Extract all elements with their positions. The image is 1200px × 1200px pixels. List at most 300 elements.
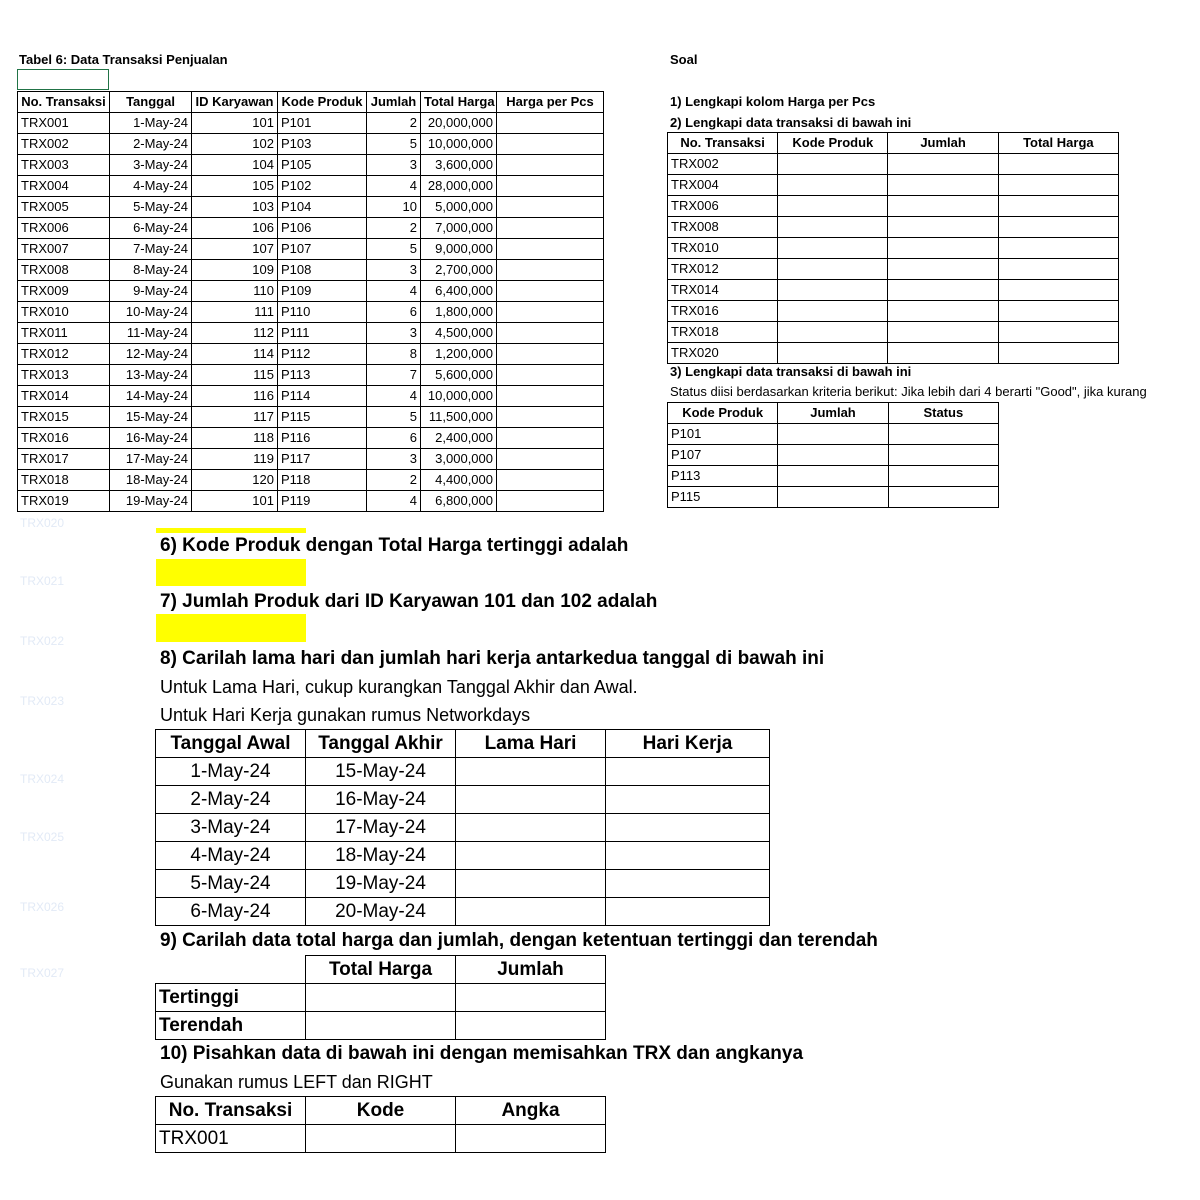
- table-cell[interactable]: TRX008: [18, 260, 110, 281]
- table-cell[interactable]: 4: [367, 386, 421, 407]
- q9-table-wrap: [155, 955, 606, 1040]
- empty-answer-cell[interactable]: [888, 259, 998, 280]
- empty-answer-cell[interactable]: [778, 196, 888, 217]
- empty-answer-cell[interactable]: [888, 175, 998, 196]
- empty-answer-cell[interactable]: [888, 322, 998, 343]
- empty-answer-cell[interactable]: [606, 870, 770, 898]
- q10-note: Gunakan rumus LEFT dan RIGHT: [160, 1072, 433, 1092]
- table-cell[interactable]: 2,700,000: [421, 260, 497, 281]
- table-row: [18, 176, 604, 197]
- table-cell[interactable]: 28,000,000: [421, 176, 497, 197]
- table-cell[interactable]: TRX005: [18, 197, 110, 218]
- table-cell[interactable]: 4: [367, 176, 421, 197]
- q3-table-header[interactable]: Jumlah: [778, 403, 888, 424]
- table-cell[interactable]: [497, 302, 604, 323]
- data-table-header[interactable]: Total Harga: [421, 92, 497, 113]
- table-cell[interactable]: P103: [278, 134, 367, 155]
- table-cell[interactable]: [497, 239, 604, 260]
- table-cell[interactable]: 6: [367, 302, 421, 323]
- empty-answer-cell[interactable]: [456, 786, 606, 814]
- table-cell[interactable]: 2: [367, 113, 421, 134]
- table-cell[interactable]: 10,000,000: [421, 134, 497, 155]
- table-cell[interactable]: [497, 470, 604, 491]
- table-cell[interactable]: P102: [278, 176, 367, 197]
- table-cell[interactable]: 3: [367, 449, 421, 470]
- table-cell[interactable]: [497, 344, 604, 365]
- date-cell[interactable]: 16-May-24: [306, 786, 456, 814]
- table-cell[interactable]: TRX016: [18, 428, 110, 449]
- q9-table-header[interactable]: [156, 956, 306, 984]
- table-cell[interactable]: P111: [278, 323, 367, 344]
- data-table-header[interactable]: Tanggal: [110, 92, 192, 113]
- q2-table-header[interactable]: Jumlah: [888, 133, 998, 154]
- empty-answer-cell[interactable]: [998, 238, 1118, 259]
- table-cell[interactable]: 1,800,000: [421, 302, 497, 323]
- empty-answer-cell[interactable]: [456, 984, 606, 1012]
- table-cell[interactable]: 4: [367, 281, 421, 302]
- table-row: [156, 814, 770, 842]
- table-cell[interactable]: 5: [367, 407, 421, 428]
- table-cell[interactable]: 17-May-24: [110, 449, 192, 470]
- data-table-title: Tabel 6: Data Transaksi Penjualan: [19, 52, 228, 67]
- table-cell[interactable]: 3: [367, 260, 421, 281]
- empty-answer-cell[interactable]: [888, 301, 998, 322]
- table-cell[interactable]: [497, 491, 604, 512]
- table-cell[interactable]: 10,000,000: [421, 386, 497, 407]
- table-cell[interactable]: [497, 134, 604, 155]
- table-cell[interactable]: 6: [367, 428, 421, 449]
- date-cell[interactable]: 20-May-24: [306, 898, 456, 926]
- table-cell[interactable]: [497, 407, 604, 428]
- table-cell[interactable]: [497, 218, 604, 239]
- q3-text: 3) Lengkapi data transaksi di bawah ini: [670, 364, 912, 379]
- empty-answer-cell[interactable]: [998, 154, 1118, 175]
- table-cell[interactable]: P116: [278, 428, 367, 449]
- empty-answer-cell[interactable]: [888, 343, 998, 364]
- table-cell[interactable]: 105: [192, 176, 278, 197]
- empty-answer-cell[interactable]: [456, 758, 606, 786]
- table-cell[interactable]: TRX014: [18, 386, 110, 407]
- q10-table: [155, 1096, 606, 1153]
- table-cell[interactable]: 3-May-24: [110, 155, 192, 176]
- table-cell[interactable]: TRX007: [18, 239, 110, 260]
- empty-answer-cell[interactable]: [998, 322, 1118, 343]
- empty-answer-cell[interactable]: [778, 322, 888, 343]
- table-cell[interactable]: 104: [192, 155, 278, 176]
- answer-cell-q6[interactable]: [156, 559, 306, 586]
- table-row: [156, 1125, 606, 1153]
- empty-answer-cell[interactable]: [606, 842, 770, 870]
- table-row: [18, 449, 604, 470]
- table-cell[interactable]: 106: [192, 218, 278, 239]
- table-cell[interactable]: 3,000,000: [421, 449, 497, 470]
- date-cell[interactable]: 4-May-24: [156, 842, 306, 870]
- q8-note-lama-hari: Untuk Lama Hari, cukup kurangkan Tanggal Akhir dan Awal.: [160, 677, 638, 697]
- empty-answer-cell[interactable]: [998, 301, 1118, 322]
- empty-answer-cell[interactable]: [888, 196, 998, 217]
- empty-answer-cell[interactable]: [888, 280, 998, 301]
- empty-answer-cell[interactable]: [778, 466, 888, 487]
- empty-answer-cell[interactable]: [778, 301, 888, 322]
- q9-table: [155, 955, 606, 1040]
- table-row: [18, 386, 604, 407]
- table-row: [18, 218, 604, 239]
- q2-table-header[interactable]: Kode Produk: [778, 133, 888, 154]
- table-row: [668, 301, 1119, 322]
- q3-table-header[interactable]: Status: [888, 403, 998, 424]
- empty-answer-cell[interactable]: [998, 280, 1118, 301]
- empty-answer-cell[interactable]: [778, 445, 888, 466]
- table-cell[interactable]: TRX011: [18, 323, 110, 344]
- table-cell[interactable]: 16-May-24: [110, 428, 192, 449]
- table-cell[interactable]: [497, 365, 604, 386]
- table-cell[interactable]: TRX010: [668, 238, 778, 259]
- q3-note: Status diisi berdasarkan kriteria berikut: Jika lebih dari 4 berarti "Good", jika kurang: [670, 384, 1147, 399]
- table-cell[interactable]: 18-May-24: [110, 470, 192, 491]
- table-row: [156, 758, 770, 786]
- table-cell[interactable]: TRX017: [18, 449, 110, 470]
- table-cell[interactable]: 4,500,000: [421, 323, 497, 344]
- date-cell[interactable]: 19-May-24: [306, 870, 456, 898]
- q2-table-wrap: [667, 132, 1119, 364]
- date-cell[interactable]: 1-May-24: [156, 758, 306, 786]
- date-cell[interactable]: 6-May-24: [156, 898, 306, 926]
- table-cell[interactable]: 20,000,000: [421, 113, 497, 134]
- table-cell[interactable]: TRX020: [668, 343, 778, 364]
- table-cell[interactable]: 5,000,000: [421, 197, 497, 218]
- table-cell[interactable]: P115: [668, 487, 778, 508]
- empty-answer-cell[interactable]: [606, 814, 770, 842]
- q7-text: 7) Jumlah Produk dari ID Karyawan 101 dan 102 adalah: [160, 591, 658, 612]
- empty-answer-cell[interactable]: [778, 343, 888, 364]
- table-row: [156, 842, 770, 870]
- table-cell[interactable]: 4-May-24: [110, 176, 192, 197]
- data-table-viewport: [17, 91, 607, 508]
- table-cell[interactable]: 101: [192, 113, 278, 134]
- table-cell[interactable]: [497, 155, 604, 176]
- table-cell[interactable]: [497, 323, 604, 344]
- table-cell[interactable]: 5: [367, 134, 421, 155]
- row-label[interactable]: Terendah: [156, 1012, 306, 1040]
- table-row: [156, 1012, 606, 1040]
- data-table-header[interactable]: Kode Produk: [278, 92, 367, 113]
- empty-answer-cell[interactable]: [778, 424, 888, 445]
- table-cell[interactable]: 8: [367, 344, 421, 365]
- q8-table-header[interactable]: Tanggal Awal: [156, 730, 306, 758]
- empty-answer-cell[interactable]: [998, 217, 1118, 238]
- highlight-cell: [156, 528, 306, 533]
- table-cell[interactable]: TRX006: [668, 196, 778, 217]
- table-cell[interactable]: P112: [278, 344, 367, 365]
- table-cell[interactable]: TRX012: [668, 259, 778, 280]
- q10-table-header[interactable]: Angka: [456, 1097, 606, 1125]
- q8-table-header[interactable]: Lama Hari: [456, 730, 606, 758]
- q9-table-header[interactable]: Total Harga: [306, 956, 456, 984]
- table-cell[interactable]: TRX004: [668, 175, 778, 196]
- table-cell[interactable]: TRX014: [668, 280, 778, 301]
- table-row: [156, 870, 770, 898]
- table-cell[interactable]: TRX016: [668, 301, 778, 322]
- q10-table-header[interactable]: No. Transaksi: [156, 1097, 306, 1125]
- table-cell[interactable]: P119: [278, 491, 367, 512]
- table-row: [18, 134, 604, 155]
- answer-cell-q7[interactable]: [156, 614, 306, 642]
- table-cell[interactable]: TRX002: [18, 134, 110, 155]
- empty-answer-cell[interactable]: [888, 445, 998, 466]
- table-cell[interactable]: P115: [278, 407, 367, 428]
- empty-answer-cell[interactable]: [778, 238, 888, 259]
- table-cell[interactable]: P101: [668, 424, 778, 445]
- row-label[interactable]: Tertinggi: [156, 984, 306, 1012]
- empty-answer-cell[interactable]: [306, 1012, 456, 1040]
- table-cell[interactable]: 7,000,000: [421, 218, 497, 239]
- q3-table-viewport: [667, 402, 1002, 504]
- table-cell[interactable]: 117: [192, 407, 278, 428]
- table-cell[interactable]: 14-May-24: [110, 386, 192, 407]
- table-row: [668, 175, 1119, 196]
- empty-answer-cell[interactable]: [998, 259, 1118, 280]
- table-cell[interactable]: 1,200,000: [421, 344, 497, 365]
- table-cell[interactable]: 5-May-24: [110, 197, 192, 218]
- table-cell[interactable]: 9-May-24: [110, 281, 192, 302]
- empty-answer-cell[interactable]: [998, 196, 1118, 217]
- date-cell[interactable]: 17-May-24: [306, 814, 456, 842]
- empty-answer-cell[interactable]: [456, 898, 606, 926]
- table-cell[interactable]: 19-May-24: [110, 491, 192, 512]
- table-row: [668, 238, 1119, 259]
- table-cell[interactable]: [497, 428, 604, 449]
- table-cell[interactable]: P117: [278, 449, 367, 470]
- data-table-header[interactable]: ID Karyawan: [192, 92, 278, 113]
- table-cell[interactable]: TRX018: [18, 470, 110, 491]
- empty-answer-cell[interactable]: [888, 154, 998, 175]
- table-cell[interactable]: 111: [192, 302, 278, 323]
- empty-answer-cell[interactable]: [456, 870, 606, 898]
- table-cell[interactable]: TRX002: [668, 154, 778, 175]
- table-cell[interactable]: 2: [367, 470, 421, 491]
- empty-answer-cell[interactable]: [778, 487, 888, 508]
- q2-table-header[interactable]: Total Harga: [998, 133, 1118, 154]
- table-cell[interactable]: 8-May-24: [110, 260, 192, 281]
- table-cell[interactable]: TRX009: [18, 281, 110, 302]
- table-cell[interactable]: 119: [192, 449, 278, 470]
- empty-answer-cell[interactable]: [456, 1012, 606, 1040]
- table-cell[interactable]: 6,800,000: [421, 491, 497, 512]
- table-cell[interactable]: P118: [278, 470, 367, 491]
- table-cell[interactable]: 115: [192, 365, 278, 386]
- table-cell[interactable]: [497, 281, 604, 302]
- table-cell[interactable]: 12-May-24: [110, 344, 192, 365]
- table-cell[interactable]: 6,400,000: [421, 281, 497, 302]
- table-cell[interactable]: 110: [192, 281, 278, 302]
- selected-cell[interactable]: [17, 69, 109, 90]
- table-row: [18, 239, 604, 260]
- table-row: [18, 113, 604, 134]
- empty-answer-cell[interactable]: [456, 1125, 606, 1153]
- data-table-header[interactable]: No. Transaksi: [18, 92, 110, 113]
- table-cell[interactable]: 118: [192, 428, 278, 449]
- table-cell[interactable]: 2,400,000: [421, 428, 497, 449]
- table-cell[interactable]: P104: [278, 197, 367, 218]
- table-cell[interactable]: 107: [192, 239, 278, 260]
- table-row: [668, 343, 1119, 364]
- table-cell[interactable]: TRX018: [668, 322, 778, 343]
- table-row: [668, 424, 999, 445]
- empty-answer-cell[interactable]: [606, 898, 770, 926]
- table-cell[interactable]: TRX003: [18, 155, 110, 176]
- table-cell[interactable]: 3: [367, 155, 421, 176]
- table-row: [18, 491, 604, 512]
- table-cell[interactable]: TRX004: [18, 176, 110, 197]
- table-cell[interactable]: 102: [192, 134, 278, 155]
- empty-answer-cell[interactable]: [778, 259, 888, 280]
- table-cell[interactable]: 11-May-24: [110, 323, 192, 344]
- table-cell[interactable]: 7-May-24: [110, 239, 192, 260]
- empty-answer-cell[interactable]: [306, 1125, 456, 1153]
- q8-table-header[interactable]: Tanggal Akhir: [306, 730, 456, 758]
- table-cell[interactable]: P110: [278, 302, 367, 323]
- table-cell[interactable]: 10: [367, 197, 421, 218]
- table-cell[interactable]: TRX001: [18, 113, 110, 134]
- empty-answer-cell[interactable]: [778, 154, 888, 175]
- empty-answer-cell[interactable]: [888, 424, 998, 445]
- table-cell[interactable]: 2: [367, 218, 421, 239]
- empty-answer-cell[interactable]: [888, 217, 998, 238]
- table-row: [668, 259, 1119, 280]
- table-cell[interactable]: 114: [192, 344, 278, 365]
- empty-answer-cell[interactable]: [778, 175, 888, 196]
- table-row: [668, 322, 1119, 343]
- table-row: [18, 260, 604, 281]
- table-cell[interactable]: 112: [192, 323, 278, 344]
- table-row: [18, 323, 604, 344]
- table-cell[interactable]: 1-May-24: [110, 113, 192, 134]
- table-cell[interactable]: [497, 449, 604, 470]
- empty-answer-cell[interactable]: [306, 984, 456, 1012]
- data-table-header[interactable]: Jumlah: [367, 92, 421, 113]
- empty-answer-cell[interactable]: [456, 842, 606, 870]
- table-cell[interactable]: P109: [278, 281, 367, 302]
- table-cell[interactable]: 13-May-24: [110, 365, 192, 386]
- table-cell[interactable]: TRX012: [18, 344, 110, 365]
- table-row: [156, 786, 770, 814]
- table-row: [668, 217, 1119, 238]
- table-row: [18, 155, 604, 176]
- table-cell[interactable]: 5: [367, 239, 421, 260]
- table-cell[interactable]: P105: [278, 155, 367, 176]
- date-cell[interactable]: 15-May-24: [306, 758, 456, 786]
- table-cell[interactable]: TRX019: [18, 491, 110, 512]
- empty-answer-cell[interactable]: [998, 343, 1118, 364]
- table-cell[interactable]: 101: [192, 491, 278, 512]
- table-cell[interactable]: P113: [668, 466, 778, 487]
- table-row: [18, 407, 604, 428]
- table-cell[interactable]: 103: [192, 197, 278, 218]
- table-cell[interactable]: 7: [367, 365, 421, 386]
- table-cell[interactable]: P101: [278, 113, 367, 134]
- q2-text: 2) Lengkapi data transaksi di bawah ini: [670, 115, 912, 130]
- table-cell[interactable]: P113: [278, 365, 367, 386]
- table-cell[interactable]: 3: [367, 323, 421, 344]
- q8-text: 8) Carilah lama hari dan jumlah hari kerja antarkedua tanggal di bawah ini: [160, 648, 825, 669]
- table-row: [668, 466, 999, 487]
- table-row: [18, 344, 604, 365]
- q2-table-header[interactable]: No. Transaksi: [668, 133, 778, 154]
- table-cell[interactable]: [497, 260, 604, 281]
- table-cell[interactable]: 4,400,000: [421, 470, 497, 491]
- table-cell[interactable]: 6-May-24: [110, 218, 192, 239]
- data-table-header[interactable]: Harga per Pcs: [497, 92, 604, 113]
- date-cell[interactable]: 3-May-24: [156, 814, 306, 842]
- date-cell[interactable]: 5-May-24: [156, 870, 306, 898]
- empty-answer-cell[interactable]: [998, 175, 1118, 196]
- q8-table-wrap: [155, 729, 770, 926]
- q8-table-header[interactable]: Hari Kerja: [606, 730, 770, 758]
- table-cell[interactable]: 5,600,000: [421, 365, 497, 386]
- table-cell[interactable]: [497, 176, 604, 197]
- date-cell[interactable]: 2-May-24: [156, 786, 306, 814]
- table-cell[interactable]: TRX010: [18, 302, 110, 323]
- q3-table-header[interactable]: Kode Produk: [668, 403, 778, 424]
- table-cell[interactable]: P114: [278, 386, 367, 407]
- table-cell[interactable]: 109: [192, 260, 278, 281]
- table-cell[interactable]: 4: [367, 491, 421, 512]
- table-row: [18, 470, 604, 491]
- table-cell[interactable]: P107: [668, 445, 778, 466]
- table-row: [668, 280, 1119, 301]
- q10-table-header[interactable]: Kode: [306, 1097, 456, 1125]
- table-cell[interactable]: 9,000,000: [421, 239, 497, 260]
- table-cell[interactable]: 120: [192, 470, 278, 491]
- table-cell[interactable]: 3,600,000: [421, 155, 497, 176]
- table-cell[interactable]: 10-May-24: [110, 302, 192, 323]
- table-cell[interactable]: TRX006: [18, 218, 110, 239]
- table-cell[interactable]: 15-May-24: [110, 407, 192, 428]
- q9-text: 9) Carilah data total harga dan jumlah, dengan ketentuan tertinggi dan terendah: [160, 930, 878, 951]
- empty-answer-cell[interactable]: [888, 487, 998, 508]
- q9-table-header[interactable]: Jumlah: [456, 956, 606, 984]
- table-cell[interactable]: 2-May-24: [110, 134, 192, 155]
- table-cell[interactable]: TRX013: [18, 365, 110, 386]
- table-cell[interactable]: TRX015: [18, 407, 110, 428]
- table-cell[interactable]: TRX001: [156, 1125, 306, 1153]
- table-cell[interactable]: P108: [278, 260, 367, 281]
- empty-answer-cell[interactable]: [606, 758, 770, 786]
- table-row: [18, 302, 604, 323]
- empty-answer-cell[interactable]: [888, 238, 998, 259]
- q2-table: [667, 132, 1119, 364]
- soal-title: Soal: [670, 52, 698, 67]
- table-cell[interactable]: 116: [192, 386, 278, 407]
- empty-answer-cell[interactable]: [606, 786, 770, 814]
- table-cell[interactable]: 11,500,000: [421, 407, 497, 428]
- table-cell[interactable]: [497, 113, 604, 134]
- table-cell[interactable]: TRX008: [668, 217, 778, 238]
- table-cell[interactable]: [497, 386, 604, 407]
- table-row: [18, 428, 604, 449]
- empty-answer-cell[interactable]: [778, 280, 888, 301]
- table-cell[interactable]: P106: [278, 218, 367, 239]
- table-row: [668, 487, 999, 508]
- table-row: [18, 365, 604, 386]
- date-cell[interactable]: 18-May-24: [306, 842, 456, 870]
- table-cell[interactable]: [497, 197, 604, 218]
- empty-answer-cell[interactable]: [456, 814, 606, 842]
- table-cell[interactable]: P107: [278, 239, 367, 260]
- empty-answer-cell[interactable]: [778, 217, 888, 238]
- empty-answer-cell[interactable]: [888, 466, 998, 487]
- q8-table: [155, 729, 770, 926]
